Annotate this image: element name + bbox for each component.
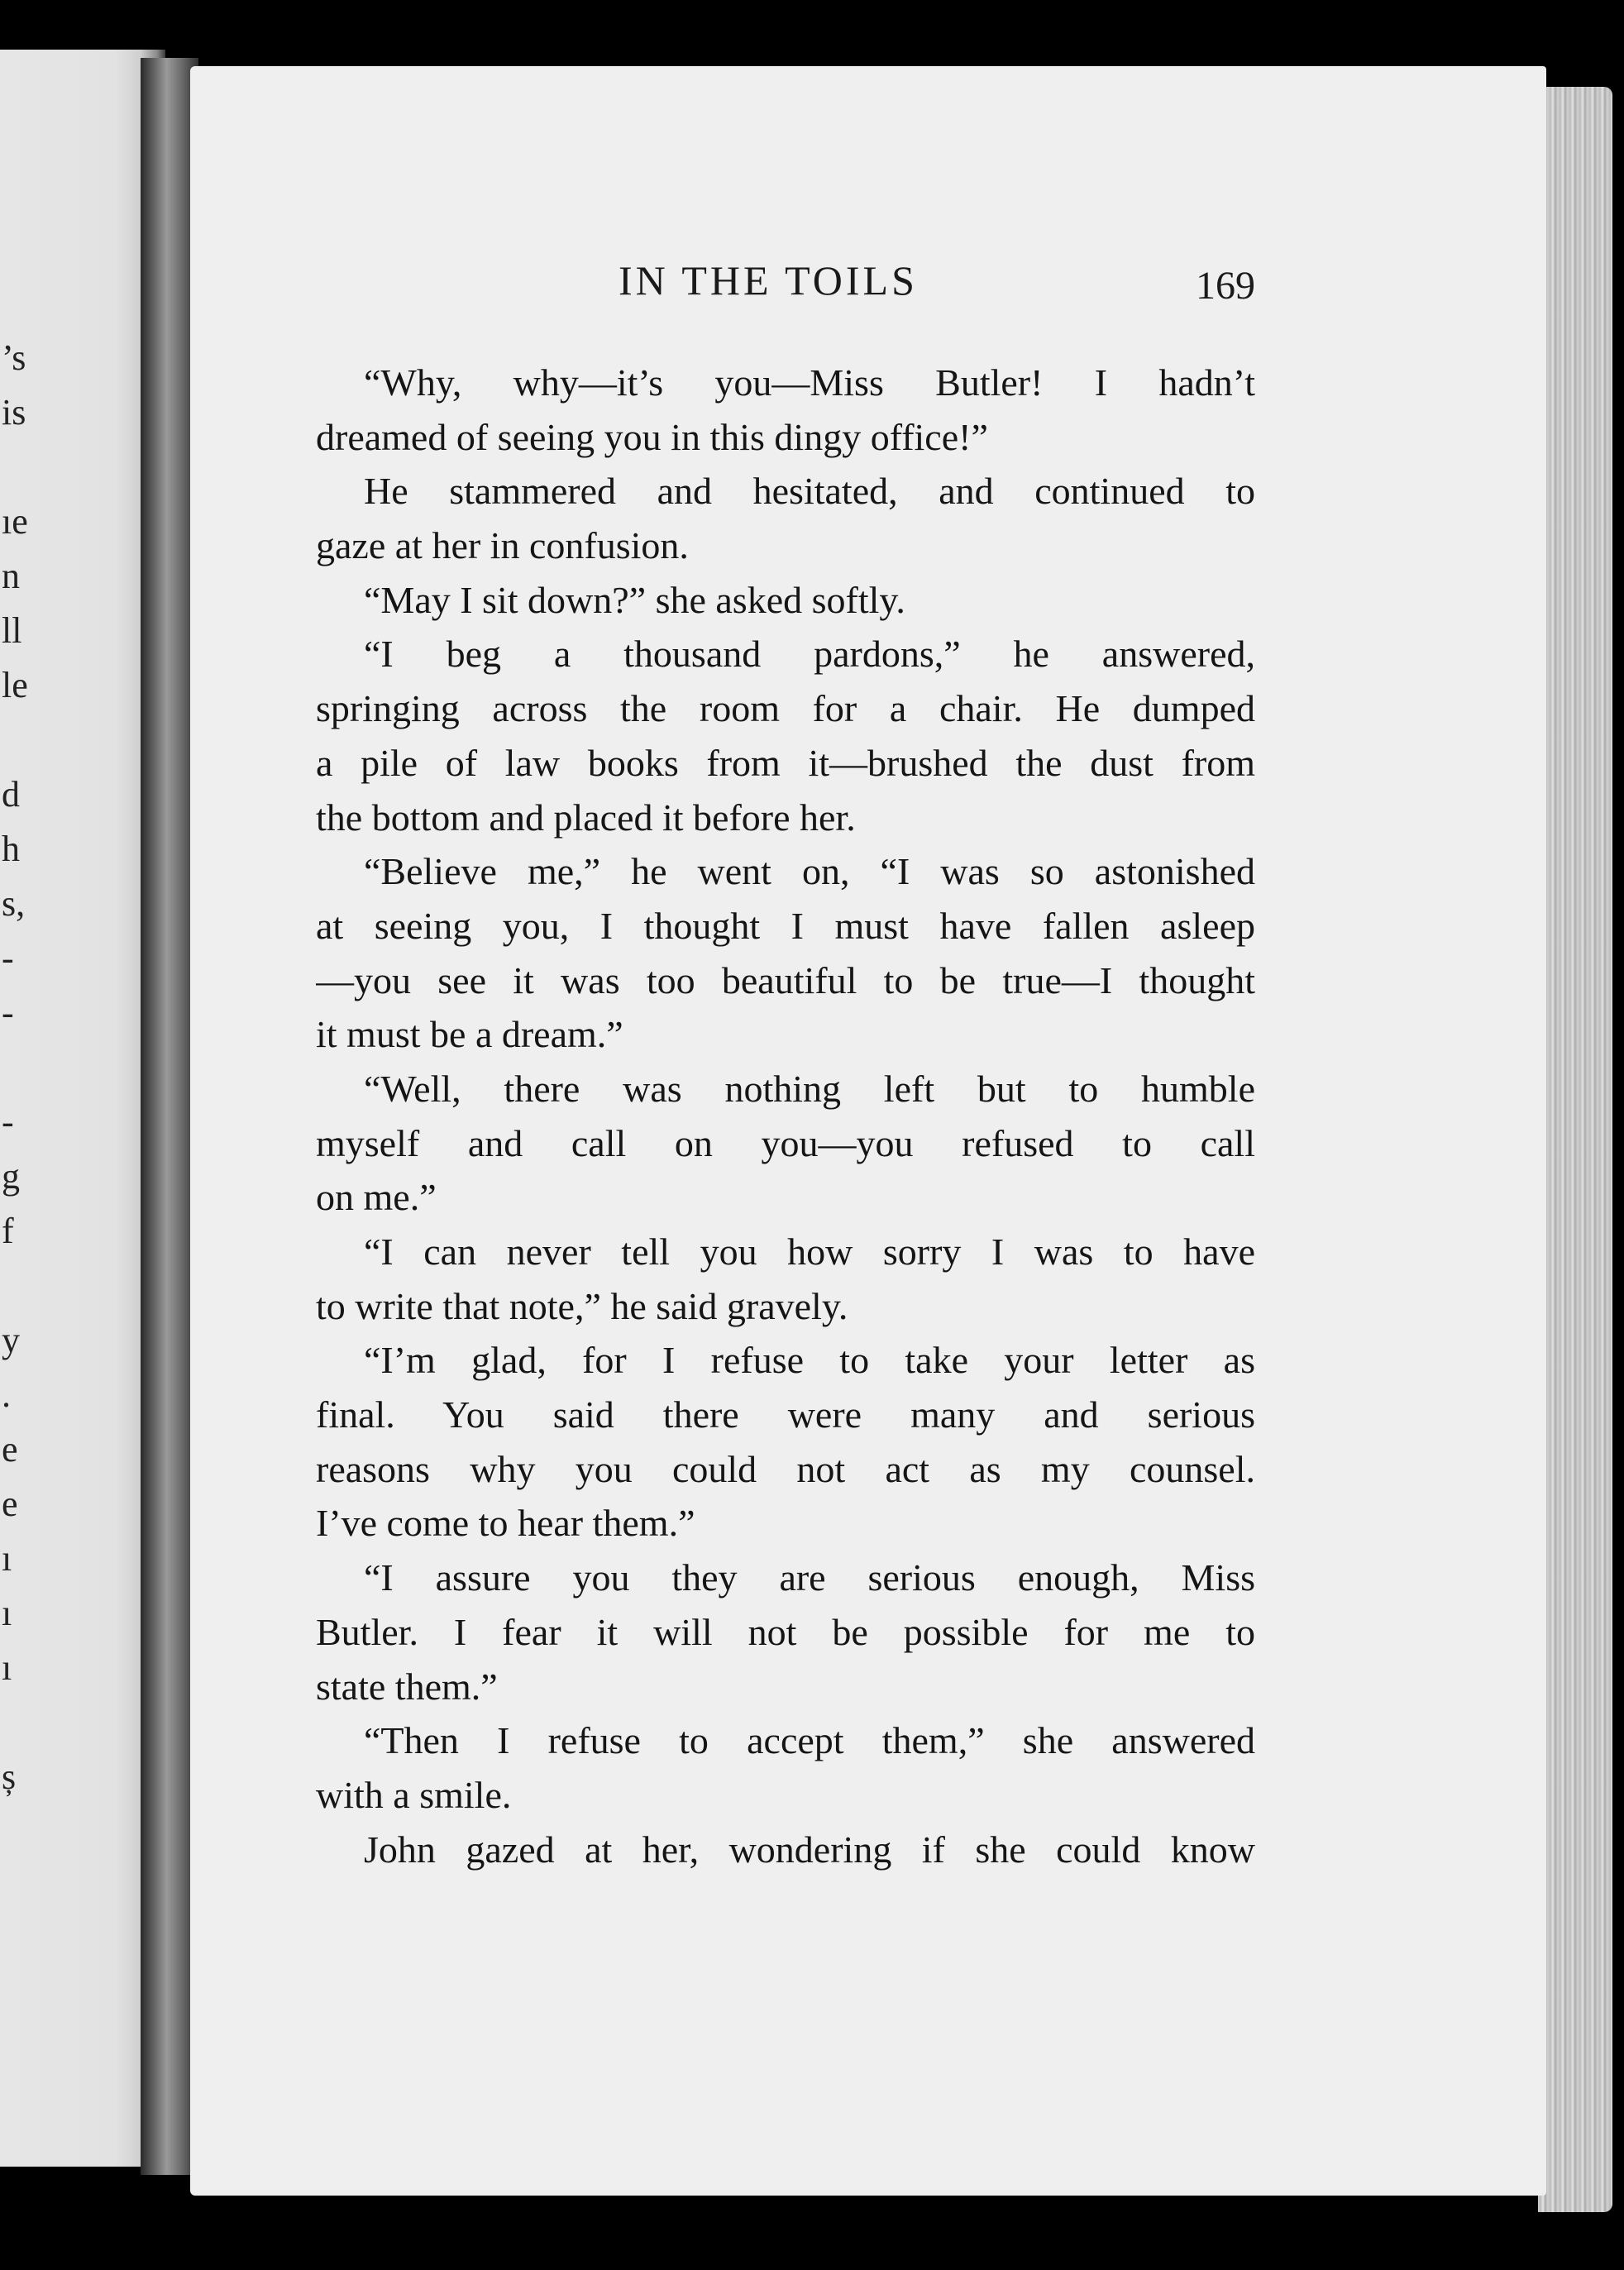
text-line: myself and call on you—you refused to call <box>316 1121 1255 1164</box>
left-page-fragment: . <box>2 1374 11 1415</box>
text-line: I’ve come to hear them.” <box>316 1502 695 1545</box>
left-page-spacer <box>0 50 33 331</box>
left-page-fragment: n <box>2 556 20 596</box>
page-stack-edge <box>1538 87 1612 2212</box>
left-page-fragment: ll <box>2 610 22 651</box>
left-page-fragment: g <box>2 1156 20 1197</box>
left-page-fragment: le <box>2 665 28 705</box>
text-line: “Then I refuse to accept them,” she answered <box>364 1719 1255 1762</box>
text-line: Butler. I fear it will not be possible for me to <box>316 1610 1255 1653</box>
text-line: a pile of law books from it—brushed the dust from <box>316 741 1255 784</box>
left-page-fragment: f <box>2 1211 14 1251</box>
left-page-fragment: h <box>2 829 20 869</box>
left-page-fragment <box>0 1040 33 1095</box>
text-line: “May I sit down?” she asked softly. <box>364 578 905 621</box>
page-number: 169 <box>1196 264 1255 308</box>
text-line: final. You said there were many and serious <box>316 1393 1255 1436</box>
left-page-fragment: d <box>2 774 20 815</box>
left-page-fragment: s, <box>2 883 26 924</box>
left-page-fragment: ı <box>2 1593 12 1633</box>
left-page-fragment: y <box>2 1320 20 1360</box>
left-page-fragment: e <box>2 1484 18 1524</box>
left-page-fragment: - <box>2 938 14 978</box>
left-page-text-fragments <box>0 50 33 1804</box>
body-text <box>316 356 1255 1876</box>
text-line: “Well, there was nothing left but to humble <box>364 1067 1255 1110</box>
left-page-fragment: - <box>2 992 14 1033</box>
text-line: springing across the room for a chair. He dumped <box>316 687 1255 730</box>
text-line: “I can never tell you how sorry I was to have <box>364 1231 1255 1273</box>
left-page-fragment <box>0 440 33 495</box>
text-line: state them.” <box>316 1665 498 1708</box>
left-page-fragment: is <box>2 392 26 432</box>
left-page-fragment: ı <box>2 1538 12 1579</box>
left-page-fragment: ’s <box>2 337 26 378</box>
left-page-fragment: ș <box>2 1756 17 1797</box>
text-line: reasons why you could not act as my counsel. <box>316 1447 1255 1490</box>
text-line: to write that note,” he said gravely. <box>316 1284 848 1327</box>
text-line: “Believe me,” he went on, “I was so astonished <box>364 850 1255 893</box>
text-line: at seeing you, I thought I must have fallen asleep <box>316 904 1255 947</box>
text-line: gaze at her in confusion. <box>316 524 689 567</box>
text-line: “I assure you they are serious enough, Miss <box>364 1556 1255 1599</box>
text-line: “I’m glad, for I refuse to take your letter as <box>364 1339 1255 1382</box>
text-line: —you see it was too beautiful to be true—I thought <box>316 958 1255 1001</box>
left-page-fragment <box>0 1695 33 1750</box>
text-line: John gazed at her, wondering if she could know <box>364 1828 1255 1871</box>
text-line: He stammered and hesitated, and continued to <box>364 470 1255 513</box>
text-line: it must be a dream.” <box>316 1013 623 1056</box>
left-page-fragment: e <box>2 1429 18 1470</box>
left-page-fragment: - <box>2 1102 14 1142</box>
text-line: on me.” <box>316 1176 437 1219</box>
text-line: “I beg a thousand pardons,” he answered, <box>364 633 1255 676</box>
text-line: the bottom and placed it before her. <box>316 796 856 839</box>
left-page-fragment <box>0 1259 33 1313</box>
page-header <box>190 248 1546 314</box>
running-title: IN THE TOILS <box>619 257 918 303</box>
left-page-fragment: ıe <box>2 501 28 542</box>
text-line: dreamed of seeing you in this dingy office!” <box>316 415 988 458</box>
left-page-fragment <box>0 713 33 767</box>
left-page-fragment: ı <box>2 1647 12 1688</box>
text-line: with a smile. <box>316 1773 512 1816</box>
text-line: “Why, why—it’s you—Miss Butler! I hadn’t <box>364 361 1255 404</box>
